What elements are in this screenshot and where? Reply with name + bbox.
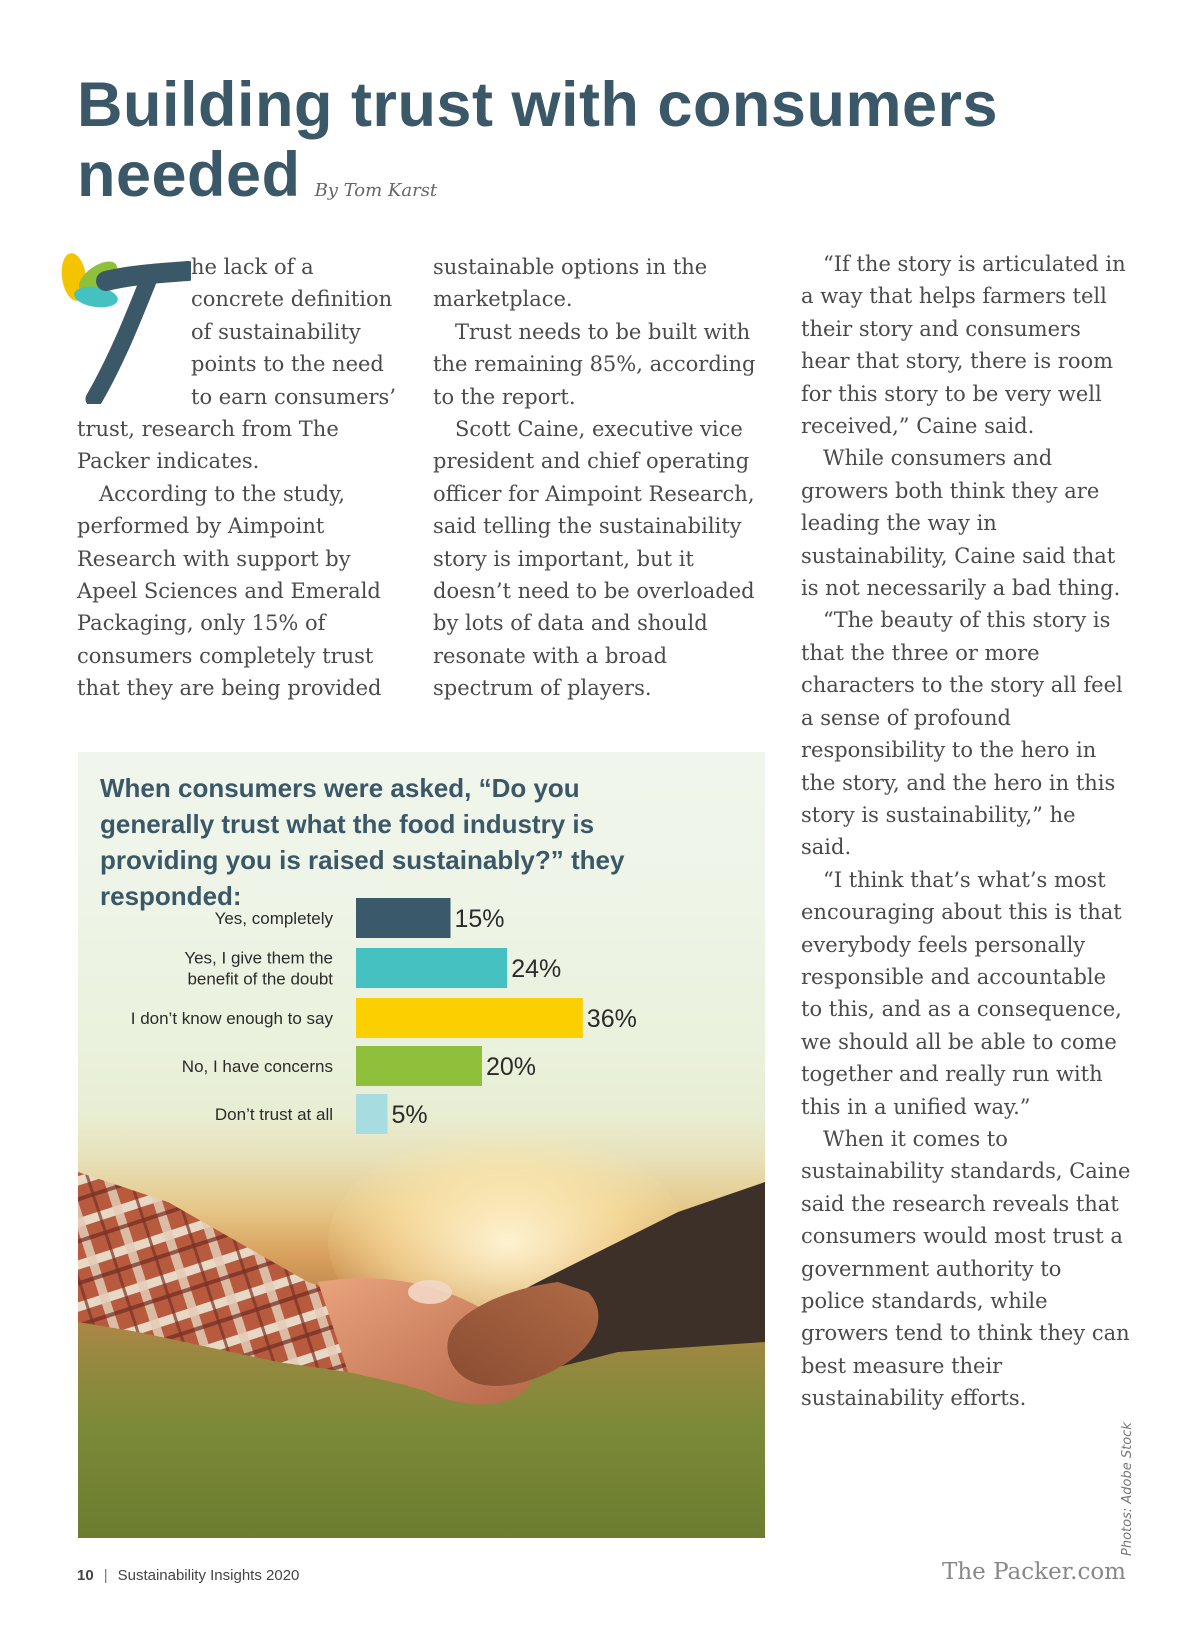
category-label-2: benefit of the doubt <box>187 969 333 989</box>
value-label-3: 36% <box>586 1005 637 1033</box>
bar-1 <box>356 898 451 938</box>
dropcap-letter: T <box>120 351 121 352</box>
category-label-1: Yes, completely <box>214 909 333 928</box>
col3-paragraph-5: When it comes to sustainability standards, Caine said the research reveals that consumers would most trust a government authority to police standards, while growers tend to think they can best measure their sustainability efforts. <box>801 1126 1131 1411</box>
bar-2 <box>356 948 507 988</box>
col3-paragraph-4: “I think that’s what’s most encouraging about this is that everybody feels personally responsible and accountable to this, and as a consequence, we should all be able to come together and really run with this in a unified way.” <box>801 867 1122 1119</box>
category-label-3: I don’t know enough to say <box>130 1009 333 1028</box>
category-label-2: Yes, I give them the <box>184 948 333 968</box>
col3-paragraph-2: While consumers and growers both think they are leading the way in sustainability, Caine said that is not necessarily a bad thing. <box>801 446 1121 601</box>
col1-paragraph-1: he lack of a concrete definition of sustainability points to the need to earn consumers’ trust, research from The Packer indicates. <box>77 255 397 474</box>
col3-paragraph-1: “If the story is articulated in a way that helps farmers tell their story and consumers hear that story, there is room for this story to be very well received,” Caine said. <box>801 252 1126 439</box>
byline: By Tom Karst <box>314 180 438 201</box>
col2-paragraph-3: Scott Caine, executive vice president and chief operating officer for Aimpoint Research, said telling the sustainability story is important, but it doesn’t need to be overloaded by lots of data and should resonate with a broad spectrum of players. <box>433 417 755 701</box>
value-label-1: 15% <box>454 905 505 933</box>
trust-bar-chart <box>78 752 765 1172</box>
photo-credit: Photos: Adobe Stock <box>1120 1422 1135 1556</box>
category-label-5: Don’t trust at all <box>214 1105 333 1124</box>
col1-paragraph-2: According to the study, performed by Aimpoint Research with support by Apeel Sciences and Emerald Packaging, only 15% of consumers completely trust that they are being provided <box>77 481 382 701</box>
dropcap-t-leaf-icon <box>60 251 191 404</box>
footer-publication <box>77 1567 299 1584</box>
bar-4 <box>356 1046 482 1086</box>
category-label-4: No, I have concerns <box>181 1057 333 1076</box>
footer-separator: | <box>103 1567 108 1584</box>
value-label-4: 20% <box>486 1053 537 1081</box>
bar-3 <box>356 998 583 1038</box>
value-label-2: 24% <box>511 955 562 983</box>
chart-title: When consumers were asked, “Do you generally trust what the food industry is providing you is raised sustainably?” they responded: <box>100 773 625 911</box>
bar-5 <box>356 1094 388 1134</box>
publication-name: Sustainability Insights 2020 <box>117 1567 300 1584</box>
article-column-1 <box>77 251 399 705</box>
headline-text: Building trust with consumers needed <box>77 70 999 210</box>
headline <box>77 70 1077 226</box>
handshake-photo <box>78 1172 765 1538</box>
value-label-5: 5% <box>391 1101 428 1129</box>
article-column-2 <box>433 251 763 705</box>
footer-site: The Packer.com <box>942 1559 1126 1585</box>
page-number: 10 <box>77 1567 94 1584</box>
col3-paragraph-3: “The beauty of this story is that the three or more characters to the story all feel a sense of profound responsibility to the hero in the story, and the hero in this story is sustainability,” he said. <box>801 608 1123 860</box>
article-column-3 <box>801 248 1131 1415</box>
col2-paragraph-1: sustainable options in the marketplace. <box>433 255 708 312</box>
col2-paragraph-2: Trust needs to be built with the remaining 85%, according to the report. <box>433 319 756 409</box>
infographic <box>78 752 765 1538</box>
